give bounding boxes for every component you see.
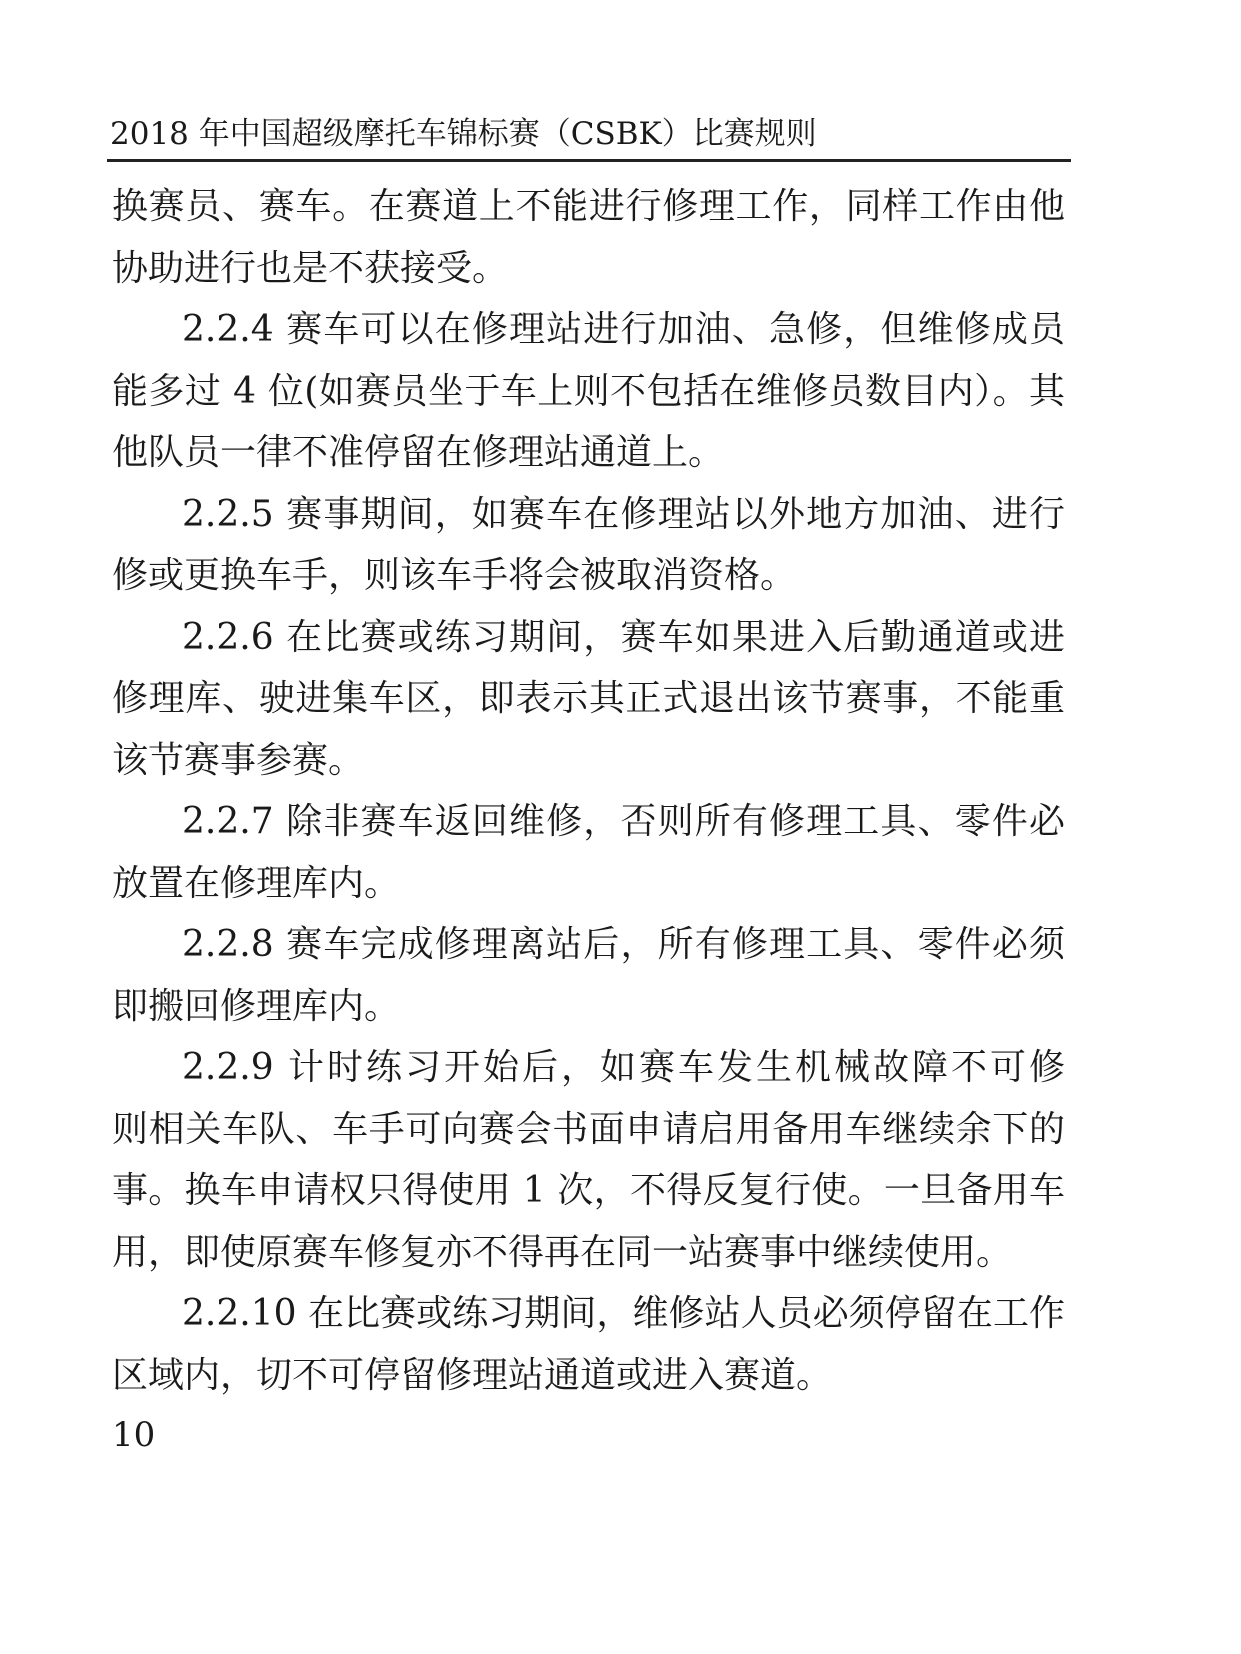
- paragraph: [112, 484, 1065, 607]
- paragraph: [112, 607, 1065, 792]
- text-line: 区域内，切不可停留修理站通道或进入赛道。: [112, 1354, 833, 1396]
- text-line: 放置在修理库内。: [112, 862, 401, 904]
- paragraph: [112, 1037, 1065, 1283]
- document-body: [112, 176, 1065, 1406]
- header-rule: [107, 159, 1071, 162]
- text-line: 2.2.7 除非赛车返回维修，否则所有修理工具、零件必: [182, 801, 1065, 842]
- text-line: 2.2.10 在比赛或练习期间，维修站人员必须停留在工作: [182, 1293, 1065, 1334]
- text-line: 事。换车申请权只得使用 1 次，不得反复行使。一旦备用车: [112, 1170, 1065, 1211]
- text-line: 换赛员、赛车。在赛道上不能进行修理工作，同样工作由他: [112, 186, 1065, 227]
- text-line: 2.2.6 在比赛或练习期间，赛车如果进入后勤通道或进: [182, 616, 1065, 658]
- text-line: 该节赛事参赛。: [112, 739, 365, 781]
- text-line: 用，即使原赛车修复亦不得再在同一站赛事中继续使用。: [112, 1231, 1013, 1273]
- text-line: 他队员一律不准停留在修理站通道上。: [112, 432, 725, 473]
- text-line: 即搬回修理库内。: [112, 985, 401, 1027]
- text-line: 能多过 4 位(如赛员坐于车上则不包括在维修员数目内）。其: [112, 370, 1065, 412]
- paragraph: [112, 176, 1065, 299]
- text-line: 2.2.5 赛事期间，如赛车在修理站以外地方加油、进行: [182, 493, 1065, 535]
- text-line: 2.2.9 计时练习开始后，如赛车发生机械故障不可修: [182, 1047, 1065, 1088]
- text-line: 协助进行也是不获接受。: [112, 247, 509, 289]
- paragraph: [112, 914, 1065, 1037]
- text-line: 2.2.8 赛车完成修理离站后，所有修理工具、零件必须: [182, 924, 1065, 965]
- text-line: 修或更换车手，则该车手将会被取消资格。: [112, 555, 797, 596]
- text-line: 则相关车队、车手可向赛会书面申请启用备用车继续余下的: [112, 1108, 1065, 1150]
- page-number: 10: [112, 1415, 156, 1455]
- text-line: 2.2.4 赛车可以在修理站进行加油、急修，但维修成员: [182, 309, 1065, 350]
- paragraph: [112, 791, 1065, 914]
- paragraph: [112, 299, 1065, 484]
- text-line: 修理库、驶进集车区，即表示其正式退出该节赛事，不能重: [112, 678, 1065, 719]
- paragraph: [112, 1283, 1065, 1406]
- running-header: 2018 年中国超级摩托车锦标赛（CSBK）比赛规则: [110, 116, 817, 152]
